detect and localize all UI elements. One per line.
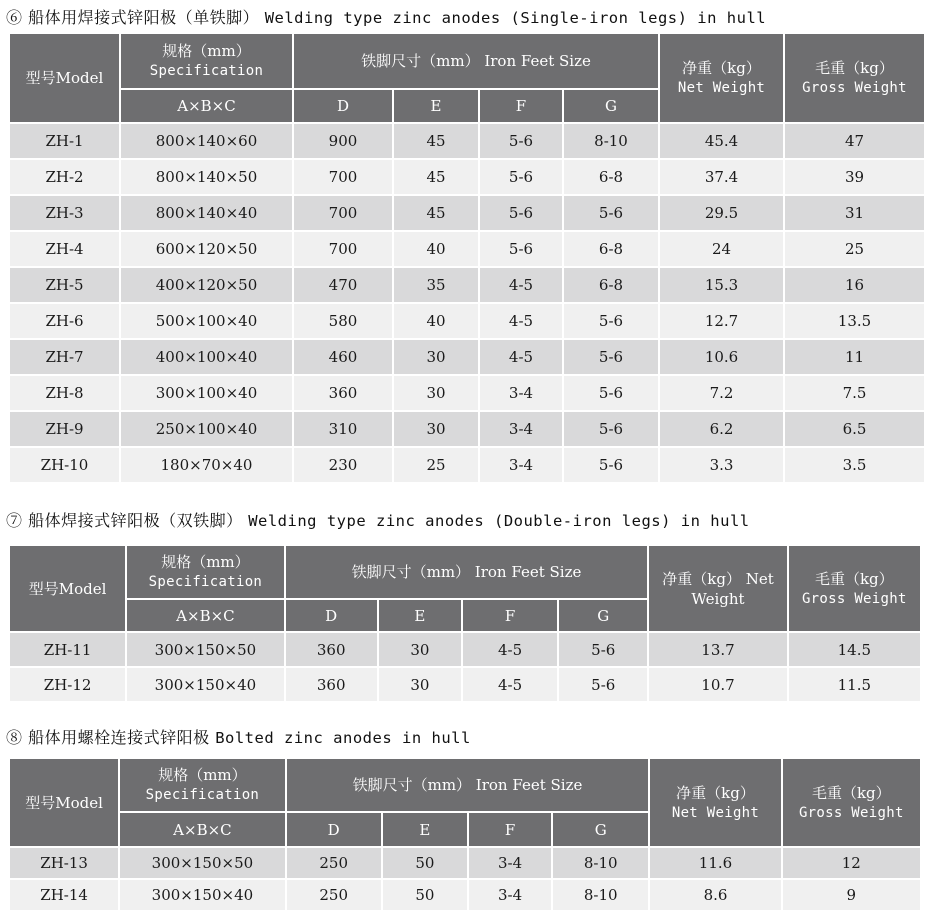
net-weight-cell: 29.5 <box>660 196 783 230</box>
net-weight-cell: 45.4 <box>660 124 783 158</box>
model-cell: ZH-7 <box>10 340 119 374</box>
header-spec-sub: A×B×C <box>120 813 284 846</box>
gross-weight-cell: 12 <box>783 848 920 878</box>
net-weight-cell: 24 <box>660 232 783 266</box>
header-spec <box>120 759 284 811</box>
table-row <box>10 376 924 410</box>
net-weight-cell: 10.6 <box>660 340 783 374</box>
spec-cell: 800×140×60 <box>121 124 292 158</box>
header-net-en: Net Weight <box>671 804 760 821</box>
f-cell: 4-5 <box>463 668 557 701</box>
model-cell: ZH-9 <box>10 412 119 446</box>
header-gross-cn: 毛重（kg） <box>811 783 891 802</box>
table-row <box>10 448 924 482</box>
model-cell: ZH-8 <box>10 376 119 410</box>
model-cell: ZH-1 <box>10 124 119 158</box>
e-cell: 30 <box>379 668 461 701</box>
g-cell: 5-6 <box>564 412 658 446</box>
e-cell: 45 <box>394 160 478 194</box>
d-cell: 250 <box>287 880 381 910</box>
header-spec-sub: A×B×C <box>127 600 283 631</box>
e-cell: 35 <box>394 268 478 302</box>
model-cell: ZH-4 <box>10 232 119 266</box>
g-cell: 6-8 <box>564 160 658 194</box>
g-cell: 5-6 <box>564 376 658 410</box>
header-net-cn: 净重（kg） <box>676 783 755 802</box>
gross-weight-cell: 16 <box>785 268 924 302</box>
model-cell: ZH-13 <box>10 848 118 878</box>
table-row <box>10 848 920 878</box>
model-cell: ZH-5 <box>10 268 119 302</box>
d-cell: 360 <box>286 633 377 666</box>
net-weight-cell: 8.6 <box>650 880 780 910</box>
table-row <box>10 160 924 194</box>
table-section-6 <box>8 32 926 484</box>
f-cell: 3-4 <box>480 448 562 482</box>
e-cell: 25 <box>394 448 478 482</box>
e-cell: 40 <box>394 232 478 266</box>
net-weight-cell: 6.2 <box>660 412 783 446</box>
f-cell: 3-4 <box>469 880 551 910</box>
spec-cell: 250×100×40 <box>121 412 292 446</box>
d-cell: 310 <box>294 412 392 446</box>
header-d: D <box>286 600 377 631</box>
g-cell: 8-10 <box>564 124 658 158</box>
gross-weight-cell: 9 <box>783 880 920 910</box>
section-title-8-cn: ⑧ 船体用螺栓连接式锌阳极 <box>6 728 210 747</box>
net-weight-cell: 15.3 <box>660 268 783 302</box>
e-cell: 45 <box>394 124 478 158</box>
f-cell: 5-6 <box>480 196 562 230</box>
spec-cell: 800×140×50 <box>121 160 292 194</box>
header-spec-cn: 规格（mm） <box>158 766 247 784</box>
net-weight-cell: 12.7 <box>660 304 783 338</box>
net-weight-cell: 11.6 <box>650 848 780 878</box>
f-cell: 5-6 <box>480 160 562 194</box>
f-cell: 4-5 <box>480 304 562 338</box>
table-row <box>10 196 924 230</box>
table-section-8 <box>8 757 922 912</box>
header-f: F <box>480 90 562 122</box>
header-d: D <box>294 90 392 122</box>
table-row <box>10 268 924 302</box>
section-title-6-en: Welding type zinc anodes (Single-iron legs) in hull <box>264 9 767 27</box>
model-cell: ZH-3 <box>10 196 119 230</box>
g-cell: 6-8 <box>564 268 658 302</box>
table-body-6 <box>10 124 924 482</box>
header-spec-sub: A×B×C <box>121 90 292 122</box>
header-model: 型号Model <box>10 546 125 631</box>
e-cell: 30 <box>379 633 461 666</box>
e-cell: 30 <box>394 412 478 446</box>
f-cell: 3-4 <box>469 848 551 878</box>
header-gross-en: Gross Weight <box>801 590 907 607</box>
e-cell: 40 <box>394 304 478 338</box>
header-gross-cn: 毛重（kg） <box>814 569 894 588</box>
header-spec-cn: 规格（mm） <box>162 42 251 60</box>
gross-weight-cell: 7.5 <box>785 376 924 410</box>
spec-cell: 300×100×40 <box>121 376 292 410</box>
table-row <box>10 232 924 266</box>
header-gross-cn: 毛重（kg） <box>815 59 894 77</box>
spec-cell: 180×70×40 <box>121 448 292 482</box>
g-cell: 5-6 <box>564 196 658 230</box>
model-cell: ZH-6 <box>10 304 119 338</box>
net-weight-cell: 13.7 <box>649 633 786 666</box>
header-net-weight <box>650 759 780 846</box>
header-spec-en: Specification <box>148 574 263 590</box>
header-net-cn: 净重（kg） <box>682 59 761 77</box>
header-spec-en: Specification <box>149 63 264 79</box>
d-cell: 360 <box>294 376 392 410</box>
gross-weight-cell: 13.5 <box>785 304 924 338</box>
header-gross-weight <box>789 546 920 631</box>
gross-weight-cell: 11.5 <box>789 668 920 701</box>
gross-weight-cell: 6.5 <box>785 412 924 446</box>
f-cell: 5-6 <box>480 232 562 266</box>
header-f: F <box>469 813 551 846</box>
table-body-8 <box>10 848 920 910</box>
header-net-weight <box>660 34 783 122</box>
spec-cell: 300×150×40 <box>120 880 284 910</box>
header-e: E <box>379 600 461 631</box>
section-title-8-en: Bolted zinc anodes in hull <box>215 729 471 747</box>
table-row <box>10 633 920 666</box>
spec-cell: 400×100×40 <box>121 340 292 374</box>
header-iron-feet: 铁脚尺寸（mm） Iron Feet Size <box>287 759 649 811</box>
f-cell: 4-5 <box>463 633 557 666</box>
gross-weight-cell: 25 <box>785 232 924 266</box>
gross-weight-cell: 47 <box>785 124 924 158</box>
g-cell: 5-6 <box>559 668 647 701</box>
net-weight-cell: 7.2 <box>660 376 783 410</box>
g-cell: 5-6 <box>564 340 658 374</box>
spec-cell: 400×120×50 <box>121 268 292 302</box>
f-cell: 4-5 <box>480 340 562 374</box>
g-cell: 5-6 <box>559 633 647 666</box>
table-row <box>10 668 920 701</box>
section-title-6 <box>6 5 766 28</box>
section-title-6-cn: ⑥ 船体用焊接式锌阳极（单铁脚） <box>6 8 260 27</box>
section-title-8 <box>6 725 471 748</box>
g-cell: 5-6 <box>564 448 658 482</box>
gross-weight-cell: 39 <box>785 160 924 194</box>
table-row <box>10 412 924 446</box>
section-title-7-en: Welding type zinc anodes (Double-iron legs) in hull <box>248 512 750 530</box>
d-cell: 470 <box>294 268 392 302</box>
header-net-en: Net Weight <box>677 80 766 96</box>
model-cell: ZH-12 <box>10 668 125 701</box>
spec-cell: 300×150×50 <box>120 848 284 878</box>
g-cell: 5-6 <box>564 304 658 338</box>
table-section-7 <box>8 544 922 703</box>
net-weight-cell: 37.4 <box>660 160 783 194</box>
d-cell: 700 <box>294 232 392 266</box>
d-cell: 230 <box>294 448 392 482</box>
spec-cell: 800×140×40 <box>121 196 292 230</box>
header-spec-en: Specification <box>145 787 260 803</box>
model-cell: ZH-10 <box>10 448 119 482</box>
section-title-7-cn: ⑦ 船体焊接式锌阳极（双铁脚） <box>6 511 243 530</box>
header-gross-weight <box>783 759 920 846</box>
d-cell: 580 <box>294 304 392 338</box>
net-weight-cell: 10.7 <box>649 668 786 701</box>
f-cell: 4-5 <box>480 268 562 302</box>
header-gross-en: Gross Weight <box>802 80 907 96</box>
table-body-7 <box>10 633 920 701</box>
spec-cell: 300×150×50 <box>127 633 283 666</box>
header-f: F <box>463 600 557 631</box>
table-row <box>10 304 924 338</box>
spec-cell: 300×150×40 <box>127 668 283 701</box>
e-cell: 50 <box>383 848 467 878</box>
d-cell: 250 <box>287 848 381 878</box>
d-cell: 460 <box>294 340 392 374</box>
d-cell: 700 <box>294 196 392 230</box>
f-cell: 5-6 <box>480 124 562 158</box>
gross-weight-cell: 11 <box>785 340 924 374</box>
header-spec-cn: 规格（mm） <box>161 553 250 571</box>
e-cell: 30 <box>394 376 478 410</box>
d-cell: 900 <box>294 124 392 158</box>
header-iron-feet: 铁脚尺寸（mm） Iron Feet Size <box>286 546 648 598</box>
e-cell: 50 <box>383 880 467 910</box>
spec-cell: 500×100×40 <box>121 304 292 338</box>
header-e: E <box>394 90 478 122</box>
d-cell: 700 <box>294 160 392 194</box>
f-cell: 3-4 <box>480 412 562 446</box>
spec-cell: 600×120×50 <box>121 232 292 266</box>
header-e: E <box>383 813 467 846</box>
gross-weight-cell: 3.5 <box>785 448 924 482</box>
e-cell: 45 <box>394 196 478 230</box>
header-model: 型号Model <box>10 34 119 122</box>
header-g: G <box>564 90 658 122</box>
table-row <box>10 880 920 910</box>
e-cell: 30 <box>394 340 478 374</box>
g-cell: 8-10 <box>553 880 648 910</box>
model-cell: ZH-14 <box>10 880 118 910</box>
model-cell: ZH-2 <box>10 160 119 194</box>
header-g: G <box>559 600 647 631</box>
f-cell: 3-4 <box>480 376 562 410</box>
header-spec <box>127 546 283 598</box>
net-weight-cell: 3.3 <box>660 448 783 482</box>
gross-weight-cell: 31 <box>785 196 924 230</box>
header-d: D <box>287 813 381 846</box>
header-gross-weight <box>785 34 924 122</box>
header-spec <box>121 34 292 88</box>
g-cell: 8-10 <box>553 848 648 878</box>
table-row <box>10 340 924 374</box>
table-row <box>10 124 924 158</box>
header-net-weight: 净重（kg） Net Weight <box>649 546 786 631</box>
header-iron-feet: 铁脚尺寸（mm） Iron Feet Size <box>294 34 658 88</box>
model-cell: ZH-11 <box>10 633 125 666</box>
d-cell: 360 <box>286 668 377 701</box>
header-model: 型号Model <box>10 759 118 846</box>
g-cell: 6-8 <box>564 232 658 266</box>
header-g: G <box>553 813 648 846</box>
section-title-7 <box>6 508 750 531</box>
gross-weight-cell: 14.5 <box>789 633 920 666</box>
header-gross-en: Gross Weight <box>798 804 904 821</box>
